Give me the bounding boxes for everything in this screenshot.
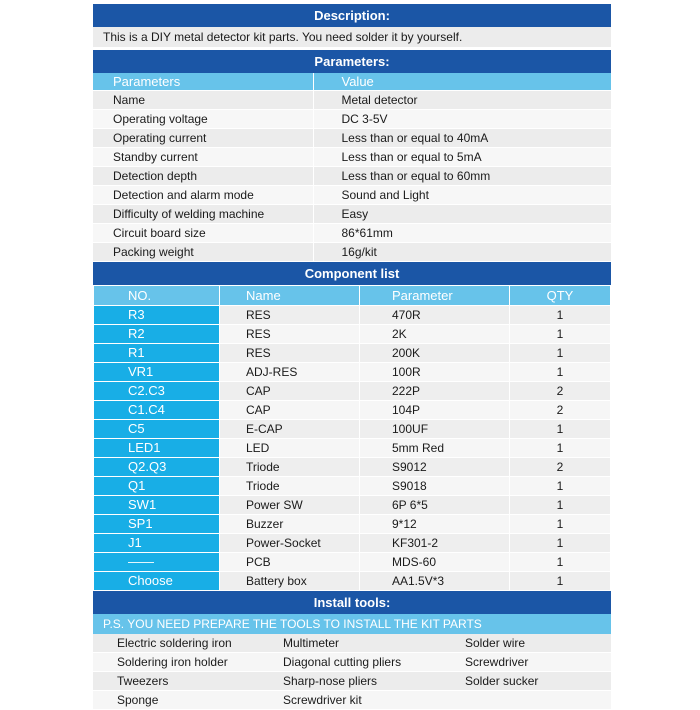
component-qty: 1 (510, 306, 611, 325)
component-name: Buzzer (220, 515, 360, 534)
component-name: RES (220, 325, 360, 344)
parameter-name: Circuit board size (93, 224, 313, 243)
component-qty: 1 (510, 439, 611, 458)
parameter-row (93, 148, 611, 167)
component-parameter: 5mm Red (360, 439, 510, 458)
component-no: R3 (94, 306, 220, 325)
component-row (94, 515, 611, 534)
parameter-row (93, 110, 611, 129)
component-parameter: S9012 (360, 458, 510, 477)
component-row (94, 496, 611, 515)
component-row (94, 420, 611, 439)
component-qty: 1 (510, 572, 611, 591)
component-parameter: 222P (360, 382, 510, 401)
component-row (94, 382, 611, 401)
tool-item: Electric soldering iron (93, 634, 269, 653)
component-row (94, 553, 611, 572)
component-name: PCB (220, 553, 360, 572)
component-qty: 1 (510, 477, 611, 496)
component-parameter: MDS-60 (360, 553, 510, 572)
component-no: C5 (94, 420, 220, 439)
tool-item (451, 691, 611, 710)
component-header-no: NO. (94, 286, 220, 306)
component-parameter: S9018 (360, 477, 510, 496)
tool-item: Sponge (93, 691, 269, 710)
component-name: E-CAP (220, 420, 360, 439)
component-qty: 1 (510, 515, 611, 534)
component-name: Triode (220, 477, 360, 496)
parameter-value: Sound and Light (313, 186, 611, 205)
tool-item: Screwdriver kit (269, 691, 451, 710)
component-qty: 1 (510, 363, 611, 382)
tools-row (93, 653, 611, 672)
component-no: SW1 (94, 496, 220, 515)
component-name: RES (220, 306, 360, 325)
component-qty: 2 (510, 382, 611, 401)
component-parameter: 470R (360, 306, 510, 325)
component-no: J1 (94, 534, 220, 553)
description-text: This is a DIY metal detector kit parts. You need solder it by yourself. (93, 27, 611, 47)
component-parameter: 200K (360, 344, 510, 363)
parameter-name: Packing weight (93, 243, 313, 262)
component-header-row (94, 286, 611, 306)
parameter-value: Metal detector (313, 91, 611, 110)
parameter-row (93, 224, 611, 243)
component-no: Q2.Q3 (94, 458, 220, 477)
tool-item: Multimeter (269, 634, 451, 653)
component-row (94, 477, 611, 496)
component-row (94, 306, 611, 325)
parameter-value: Less than or equal to 60mm (313, 167, 611, 186)
parameter-row (93, 205, 611, 224)
component-no: R1 (94, 344, 220, 363)
component-no: LED1 (94, 439, 220, 458)
component-row (94, 534, 611, 553)
parameters-header-value: Value (313, 73, 611, 91)
component-name: Power-Socket (220, 534, 360, 553)
tools-row (93, 672, 611, 691)
component-header-name: Name (220, 286, 360, 306)
component-qty: 2 (510, 401, 611, 420)
component-qty: 1 (510, 534, 611, 553)
parameters-table (93, 73, 611, 262)
tool-item: Soldering iron holder (93, 653, 269, 672)
component-no: SP1 (94, 515, 220, 534)
component-no: VR1 (94, 363, 220, 382)
tools-row (93, 691, 611, 710)
component-no: Choose (94, 572, 220, 591)
component-parameter: AA1.5V*3 (360, 572, 510, 591)
product-spec-sheet (93, 4, 611, 710)
parameter-row (93, 186, 611, 205)
parameter-row (93, 243, 611, 262)
component-row (94, 401, 611, 420)
parameter-value: Less than or equal to 5mA (313, 148, 611, 167)
parameter-name: Name (93, 91, 313, 110)
parameter-value: 86*61mm (313, 224, 611, 243)
component-header-parameter: Parameter (360, 286, 510, 306)
tool-item: Tweezers (93, 672, 269, 691)
tools-table (93, 634, 611, 710)
component-qty: 1 (510, 553, 611, 572)
parameter-value: 16g/kit (313, 243, 611, 262)
parameters-header-row (93, 73, 611, 91)
component-qty: 1 (510, 325, 611, 344)
component-name: Power SW (220, 496, 360, 515)
component-name: CAP (220, 382, 360, 401)
component-parameter: 100UF (360, 420, 510, 439)
parameter-value: Easy (313, 205, 611, 224)
description-title: Description: (93, 4, 611, 27)
tool-item: Solder wire (451, 634, 611, 653)
tool-item: Screwdriver (451, 653, 611, 672)
component-row (94, 325, 611, 344)
parameter-row (93, 129, 611, 148)
component-table (93, 285, 611, 591)
component-name: CAP (220, 401, 360, 420)
component-qty: 1 (510, 344, 611, 363)
component-parameter: KF301-2 (360, 534, 510, 553)
component-parameter: 2K (360, 325, 510, 344)
component-row (94, 572, 611, 591)
component-parameter: 6P 6*5 (360, 496, 510, 515)
component-name: Battery box (220, 572, 360, 591)
parameter-value: DC 3-5V (313, 110, 611, 129)
component-row (94, 344, 611, 363)
component-no: —— (94, 553, 220, 572)
parameter-name: Difficulty of welding machine (93, 205, 313, 224)
component-row (94, 458, 611, 477)
component-parameter: 104P (360, 401, 510, 420)
component-name: ADJ-RES (220, 363, 360, 382)
component-row (94, 363, 611, 382)
component-no: Q1 (94, 477, 220, 496)
component-parameter: 100R (360, 363, 510, 382)
component-no: C1.C4 (94, 401, 220, 420)
tool-item: Diagonal cutting pliers (269, 653, 451, 672)
component-name: Triode (220, 458, 360, 477)
install-tools-note: P.S. YOU NEED PREPARE THE TOOLS TO INSTALL THE KIT PARTS (93, 614, 611, 634)
component-name: RES (220, 344, 360, 363)
component-list-title: Component list (93, 262, 611, 285)
parameter-name: Operating current (93, 129, 313, 148)
component-row (94, 439, 611, 458)
tool-item: Solder sucker (451, 672, 611, 691)
parameter-value: Less than or equal to 40mA (313, 129, 611, 148)
component-parameter: 9*12 (360, 515, 510, 534)
component-qty: 1 (510, 496, 611, 515)
parameter-row (93, 91, 611, 110)
parameters-header-name: Parameters (93, 73, 313, 91)
parameter-name: Detection and alarm mode (93, 186, 313, 205)
component-qty: 2 (510, 458, 611, 477)
parameter-name: Standby current (93, 148, 313, 167)
component-no: C2.C3 (94, 382, 220, 401)
install-tools-title: Install tools: (93, 591, 611, 614)
component-no: R2 (94, 325, 220, 344)
component-header-qty: QTY (510, 286, 611, 306)
parameter-row (93, 167, 611, 186)
tool-item: Sharp-nose pliers (269, 672, 451, 691)
tools-row (93, 634, 611, 653)
component-name: LED (220, 439, 360, 458)
parameters-title: Parameters: (93, 50, 611, 73)
component-qty: 1 (510, 420, 611, 439)
parameter-name: Operating voltage (93, 110, 313, 129)
parameter-name: Detection depth (93, 167, 313, 186)
